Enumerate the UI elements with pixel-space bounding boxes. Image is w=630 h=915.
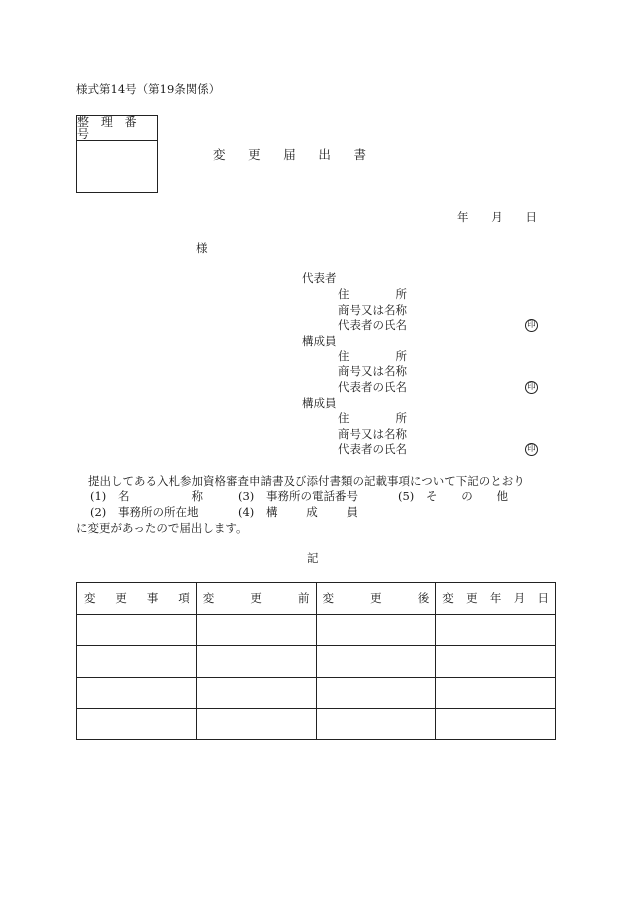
item-number: (3): [238, 489, 255, 503]
table-cell[interactable]: [316, 646, 436, 677]
item-number: (4): [238, 505, 255, 519]
table-cell[interactable]: [316, 677, 436, 708]
table-cell[interactable]: [77, 677, 197, 708]
table-cell[interactable]: [196, 615, 316, 646]
representative-name-label: 代表者の氏名: [338, 380, 407, 394]
control-number-box: [76, 115, 158, 193]
item-label: 名 称: [118, 489, 203, 503]
control-number-field[interactable]: [77, 141, 157, 193]
document-title: 変 更 届 出 書: [213, 147, 366, 162]
table-row: [77, 677, 556, 708]
address-label: 住 所: [338, 287, 407, 301]
table-cell[interactable]: [77, 646, 197, 677]
trade-name-label: 商号又は名称: [338, 303, 407, 317]
trade-name-label: 商号又は名称: [338, 427, 407, 441]
ki-heading: 記: [307, 551, 319, 565]
party-role: 構成員: [302, 396, 337, 410]
addressee-suffix: 様: [196, 241, 208, 255]
seal-icon: 印: [525, 319, 538, 332]
representative-name-label: 代表者の氏名: [338, 442, 407, 456]
form-number: 様式第14号（第19条関係）: [76, 82, 221, 96]
change-table: [76, 582, 556, 740]
party-role: 構成員: [302, 334, 337, 348]
item-label: 構 成 員: [266, 505, 358, 519]
table-row: [77, 646, 556, 677]
address-label: 住 所: [338, 411, 407, 425]
seal-icon: 印: [525, 381, 538, 394]
table-cell[interactable]: [316, 615, 436, 646]
table-row: [77, 615, 556, 646]
header-after: 変 更 後: [316, 583, 436, 615]
table-cell[interactable]: [436, 708, 556, 739]
table-cell[interactable]: [77, 615, 197, 646]
representative-name-label: 代表者の氏名: [338, 318, 407, 332]
item-label: 事務所の電話番号: [266, 489, 358, 503]
body-closing: に変更があったので届出します。: [76, 521, 248, 535]
table-row: [77, 708, 556, 739]
item-label: そ の 他: [426, 489, 508, 503]
header-change-date: 変 更 年 月 日: [436, 583, 556, 615]
table-cell[interactable]: [196, 646, 316, 677]
date-line: 年 月 日: [457, 210, 537, 224]
item-number: (2): [90, 505, 107, 519]
item-number: (1): [90, 489, 107, 503]
header-change-item: 変 更 事 項: [77, 583, 197, 615]
control-number-label: 整 理 番 号: [77, 116, 157, 141]
table-header-row: [77, 583, 556, 615]
trade-name-label: 商号又は名称: [338, 364, 407, 378]
header-before: 変 更 前: [196, 583, 316, 615]
item-label: 事務所の所在地: [118, 505, 199, 519]
table-cell[interactable]: [436, 677, 556, 708]
party-role: 代表者: [302, 271, 337, 285]
seal-icon: 印: [525, 443, 538, 456]
table-cell[interactable]: [196, 708, 316, 739]
table-cell[interactable]: [77, 708, 197, 739]
table-cell[interactable]: [196, 677, 316, 708]
table-cell[interactable]: [436, 615, 556, 646]
address-label: 住 所: [338, 349, 407, 363]
body-intro: 提出してある入札参加資格審査申請書及び添付書類の記載事項について下記のとおり: [88, 474, 525, 488]
item-number: (5): [398, 489, 415, 503]
table-cell[interactable]: [436, 646, 556, 677]
table-cell[interactable]: [316, 708, 436, 739]
